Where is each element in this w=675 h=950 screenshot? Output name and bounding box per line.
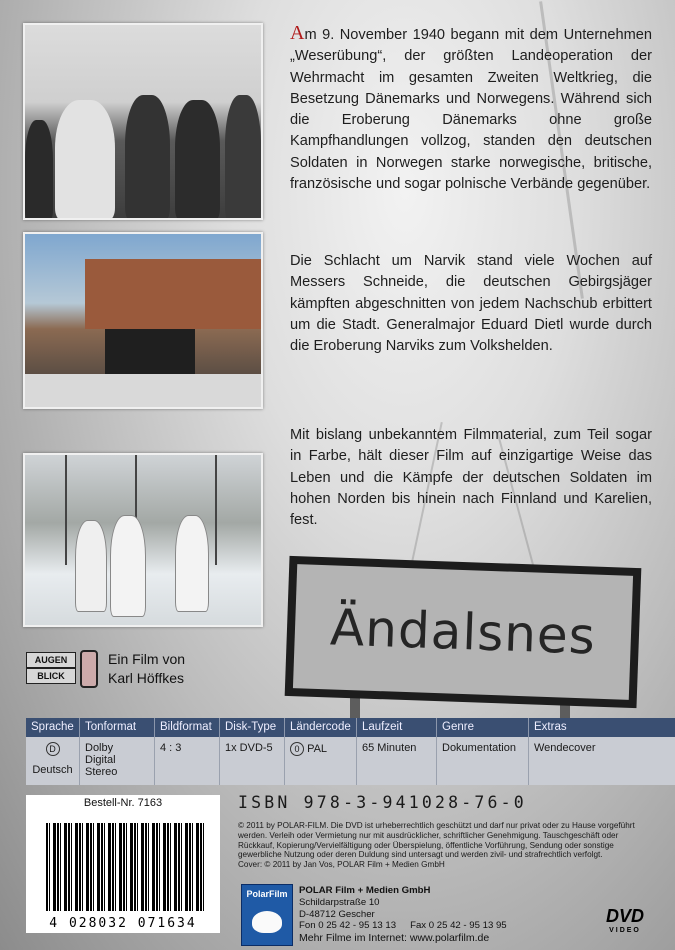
header-tonformat: Tonformat (80, 718, 155, 737)
header-sprache: Sprache (26, 718, 80, 737)
audio-line: Digital (85, 754, 116, 766)
company-city: D-48712 Gescher (299, 908, 375, 920)
sign-text: Ändalsnes (329, 598, 597, 666)
augenblick-logo (26, 648, 100, 688)
paragraph-text: Die Schlacht um Narvik stand viele Wochen auf Messers Schneide, die deutschen Gebirgsjäger kämpften abgeschnitten von jedem Nachschub erbittert um die Stadt. Generalmajor Eduard Dietl wurde durch die Eroberung Narviks zum Volkshelden. (290, 253, 652, 355)
value-tonformat (80, 737, 155, 785)
ean-number: 4 028032 071634 (49, 916, 197, 931)
order-number: Bestell-Nr. 7163 (83, 797, 163, 809)
dvd-logo-top: DVD (605, 906, 644, 926)
photo-officers-in-snow (23, 23, 263, 220)
specs-table (26, 718, 675, 785)
credit-author: Karl Höffkes (108, 670, 184, 686)
header-disk-type: Disk-Type (220, 718, 285, 737)
dvd-video-logo (593, 906, 657, 934)
barcode (46, 823, 206, 911)
specs-header-row (26, 718, 675, 737)
specs-value-row (26, 737, 675, 785)
value-disk-type: 1x DVD-5 (220, 737, 285, 785)
logo-text: AUGEN (26, 652, 76, 668)
value-bildformat: 4 : 3 (155, 737, 220, 785)
paragraph-text: m 9. November 1940 begann mit dem Unternehmen „Weserübung“, der größten Landeoperation der Wehrmacht im gesamten Zweiten Weltkrieg, die Besetzung Dänemarks und Norwegens. Während sich die Eroberung Dänemarks ohne große Kampfhandlungen vollzog, standen den deutschen Soldaten in Norwegen starke norwegische, britische, französische und sogar polnische Verbände gegenüber. (290, 27, 652, 193)
film-credit (108, 650, 185, 688)
company-street: Schildarpstraße 10 (299, 896, 380, 908)
value-sprache (26, 737, 80, 785)
legal-notice (238, 821, 650, 870)
road-sign (285, 556, 642, 708)
header-bildformat: Bildformat (155, 718, 220, 737)
barcode-box (26, 795, 220, 933)
credit-line: Ein Film von (108, 651, 186, 667)
language-text: Deutsch (32, 764, 73, 776)
company-phone: Fon 0 25 42 - 95 13 13 (299, 920, 397, 932)
region-text: PAL (307, 743, 328, 755)
polar-logo-text: PolarFilm (246, 889, 288, 899)
dvd-logo-bottom: VIDEO (609, 927, 641, 934)
website-link[interactable]: Mehr Filme im Internet: www.polarfilm.de (299, 932, 490, 944)
legal-text: © 2011 by POLAR-FILM. Die DVD ist urheberrechtlich geschützt und darf nur privat oder zu Hause vorgeführt werden. Verleih oder Vermietung nur mit ausdrücklicher, schriftlicher Genehmigung. Tauschgeschäft oder Rückkauf, Kopierung/Vervielfältigung oder Überspielung, öffentliche Vorführung, Sendung oder sonstige gewerbliche Nutzung oder deren Duldung sind untersagt und werden zivil- und strafrechtlich verfolgt. (238, 821, 635, 860)
logo-text: BLICK (26, 668, 76, 684)
language-icon: D (46, 742, 60, 756)
header-genre: Genre (437, 718, 529, 737)
header-laufzeit: Laufzeit (357, 718, 437, 737)
value-laendercode (285, 737, 357, 785)
value-extras: Wendecover (529, 737, 675, 785)
audio-line: Stereo (85, 766, 118, 778)
company-name: POLAR Film + Medien GmbH (299, 885, 431, 896)
header-laendercode: Ländercode (285, 718, 357, 737)
photo-ship-unloading (23, 232, 263, 409)
description-paragraph-3 (290, 425, 652, 531)
photo-soldiers-in-winter-forest (23, 453, 263, 627)
cover-credit: Cover: © 2011 by Jan Vos, POLAR Film + Medien GmbH (238, 860, 445, 870)
description-paragraph-2 (290, 251, 652, 357)
isbn: ISBN 978-3-941028-76-0 (238, 793, 527, 812)
value-genre: Dokumentation (437, 737, 529, 785)
company-fax: Fax 0 25 42 - 95 13 95 (410, 920, 507, 932)
audio-line: Dolby (85, 742, 114, 754)
drop-cap: A (290, 22, 305, 44)
region-icon: 0 (290, 742, 304, 756)
paragraph-text: Mit bislang unbekanntem Filmmaterial, zum Teil sogar in Farbe, hält dieser Film auf einzigartige Weise das Leben und die Kämpfe der deutschen Soldaten im hohen Norden bis hinein nach Finnland und Karelien, fest. (290, 427, 652, 529)
header-extras: Extras (534, 721, 567, 733)
description-paragraph-1 (290, 23, 652, 195)
value-laufzeit: 65 Minuten (357, 737, 437, 785)
polar-bear-icon (252, 911, 282, 933)
company-address (299, 885, 507, 932)
polar-film-logo (241, 884, 293, 946)
